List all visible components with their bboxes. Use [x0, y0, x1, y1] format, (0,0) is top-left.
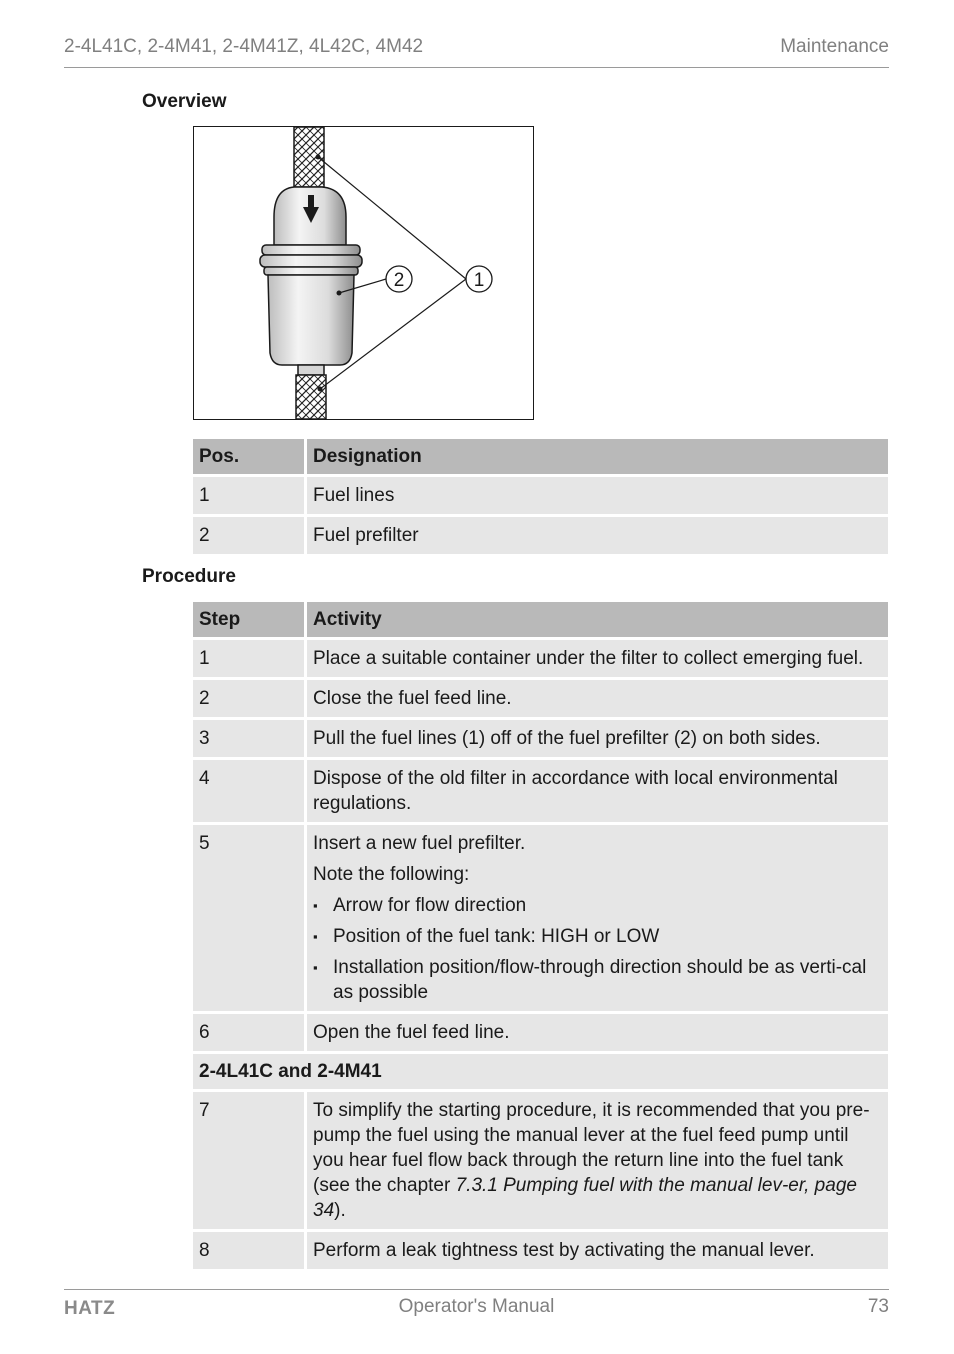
- chapter-reference: 7.3.1 Pumping fuel with the manual lev-er, page 34: [313, 1175, 857, 1221]
- header-models: 2-4L41C, 2-4M41, 2-4M41Z, 4L42C, 4M42: [64, 36, 424, 57]
- table-row: [193, 720, 888, 757]
- step-number: 8: [193, 1232, 304, 1269]
- column-header-step: Step: [193, 602, 304, 637]
- table-row: [193, 477, 888, 514]
- lower-fuel-line: [296, 375, 326, 419]
- bullet-item: ▪ Installation position/flow-through direction should be as verti-cal as possible: [313, 955, 882, 1005]
- column-header-designation: Designation: [304, 439, 888, 474]
- designation-cell: Fuel prefilter: [304, 517, 888, 554]
- step-activity: Perform a leak tightness test by activating the manual lever.: [304, 1232, 888, 1269]
- step-activity: Open the fuel feed line.: [304, 1014, 888, 1051]
- table-row: [193, 680, 888, 717]
- step-activity: Pull the fuel lines (1) off of the fuel prefilter (2) on both sides.: [304, 720, 888, 757]
- step-number: 4: [193, 760, 304, 822]
- table-row: [193, 1014, 888, 1051]
- footer-title: Operator's Manual: [398, 1296, 555, 1317]
- fuel-prefilter-body: [268, 275, 354, 365]
- step-text: Insert a new fuel prefilter.: [313, 833, 526, 854]
- table-header-row: [193, 602, 888, 637]
- table-row: [193, 760, 888, 822]
- fuel-prefilter-figure: [193, 126, 534, 420]
- step-activity: Dispose of the old filter in accordance with local environmental regulations.: [304, 760, 888, 822]
- step-activity: [304, 1092, 888, 1229]
- step-text: To simplify the starting procedure, it is recommended that you pre-pump the fuel using the manual lever at the fuel feed pump until you hear fuel flow back through the return line into the fuel tank (see the chapter: [313, 1100, 870, 1196]
- overview-table: [193, 436, 888, 557]
- svg-text:1: 1: [473, 270, 485, 291]
- page-header: [64, 36, 889, 58]
- table-row: [193, 825, 888, 1011]
- table-row: [193, 517, 888, 554]
- table-row: [193, 1232, 888, 1269]
- column-header-activity: Activity: [304, 602, 888, 637]
- table-header-row: [193, 439, 888, 474]
- pos-cell: 1: [193, 477, 304, 514]
- brand-logo: HATZ: [64, 1298, 116, 1319]
- step-number: 6: [193, 1014, 304, 1051]
- bullet-item: ▪ Position of the fuel tank: HIGH or LOW: [313, 924, 882, 949]
- model-subheading: 2-4L41C and 2-4M41: [193, 1054, 888, 1089]
- step-number: 1: [193, 640, 304, 677]
- step-number: 2: [193, 680, 304, 717]
- step-activity: Close the fuel feed line.: [304, 680, 888, 717]
- footer-divider: [64, 1289, 889, 1290]
- table-subheading-row: [193, 1054, 888, 1089]
- step-activity: Place a suitable container under the filter to collect emerging fuel.: [304, 640, 888, 677]
- procedure-table: [193, 599, 888, 1272]
- page-number: 73: [867, 1296, 889, 1317]
- step-activity: [304, 825, 888, 1011]
- step-number: 3: [193, 720, 304, 757]
- step-note: Note the following:: [313, 864, 470, 885]
- pos-cell: 2: [193, 517, 304, 554]
- procedure-heading: Procedure: [142, 566, 236, 587]
- column-header-pos: Pos.: [193, 439, 304, 474]
- step-number: 5: [193, 825, 304, 1011]
- overview-heading: Overview: [142, 91, 227, 112]
- callout-2: [386, 266, 412, 292]
- bullet-item: ▪ Arrow for flow direction: [313, 893, 882, 918]
- step-number: 7: [193, 1092, 304, 1229]
- designation-cell: Fuel lines: [304, 477, 888, 514]
- table-row: [193, 640, 888, 677]
- header-divider: [64, 67, 889, 68]
- page-footer: [64, 1296, 889, 1320]
- bullet-list: [313, 893, 882, 1005]
- svg-text:2: 2: [393, 270, 405, 291]
- header-section: Maintenance: [780, 36, 889, 57]
- callout-1: [466, 266, 492, 292]
- step-text-end: ).: [334, 1200, 346, 1221]
- table-row: [193, 1092, 888, 1229]
